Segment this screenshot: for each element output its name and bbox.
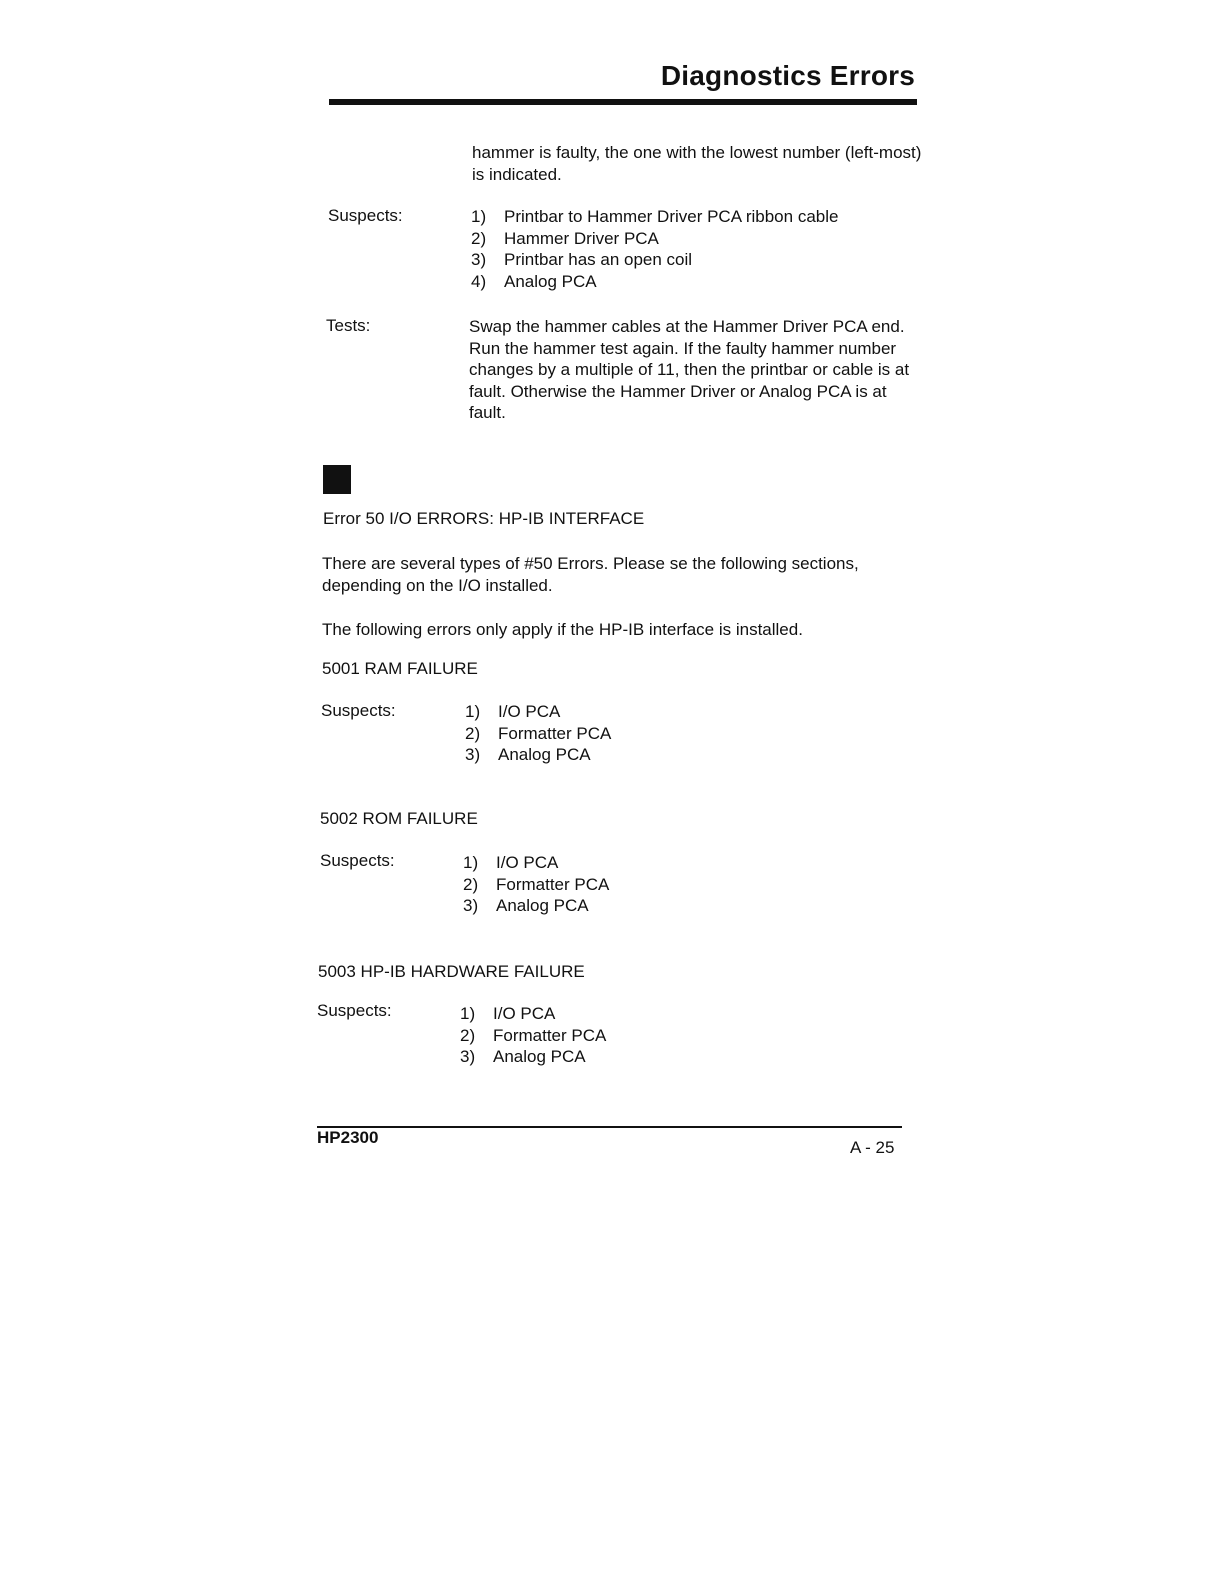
list-item bbox=[463, 895, 609, 917]
item-number: 3) bbox=[465, 745, 481, 764]
item-text: Printbar has an open coil bbox=[504, 250, 693, 269]
list-item bbox=[471, 206, 838, 228]
item-text: Formatter PCA bbox=[496, 874, 610, 894]
section-5002-suspects-list bbox=[463, 852, 609, 917]
page-title: Diagnostics Errors bbox=[660, 60, 915, 91]
hammer-suspects-list bbox=[471, 206, 838, 292]
item-number: 3) bbox=[463, 896, 479, 915]
item-number: 1) bbox=[463, 853, 479, 872]
footer-rule bbox=[317, 1126, 902, 1128]
list-item bbox=[460, 1046, 606, 1068]
section-title-5003: 5003 HP-IB HARDWARE FAILURE bbox=[318, 962, 585, 981]
item-number: 3) bbox=[471, 250, 487, 269]
item-text: Formatter PCA bbox=[493, 1025, 607, 1045]
section-title-5002: 5002 ROM FAILURE bbox=[320, 809, 478, 828]
section-5003-suspects-list bbox=[460, 1003, 606, 1068]
item-text: Analog PCA bbox=[504, 271, 597, 291]
item-number: 2) bbox=[471, 228, 487, 248]
footer-product: HP2300 bbox=[317, 1128, 379, 1147]
list-item bbox=[463, 852, 609, 874]
tests-paragraph: Swap the hammer cables at the Hammer Driver PCA end. Run the hammer test again. If the faulty hammer number changes by a multiple of 11, then the printbar or cable is at fault. Otherwise the Hammer Driver or Analog PCA is at fault. bbox=[469, 317, 910, 422]
section-5002-suspects-label: Suspects: bbox=[320, 851, 395, 870]
item-number: 2) bbox=[463, 874, 479, 894]
list-item bbox=[471, 228, 838, 250]
list-item bbox=[471, 271, 838, 293]
tests-label: Tests: bbox=[326, 316, 371, 335]
item-text: I/O PCA bbox=[493, 1004, 556, 1023]
error50-paragraph-2: The following errors only apply if the HP-IB interface is installed. bbox=[322, 620, 803, 639]
hammer-suspects-label: Suspects: bbox=[328, 206, 403, 225]
error50-title: Error 50 I/O ERRORS: HP-IB INTERFACE bbox=[323, 509, 645, 528]
item-text: Hammer Driver PCA bbox=[504, 228, 659, 248]
list-item bbox=[465, 701, 611, 723]
item-text: Formatter PCA bbox=[498, 723, 612, 743]
item-text: Analog PCA bbox=[498, 745, 591, 764]
list-item bbox=[465, 723, 611, 745]
list-item bbox=[463, 874, 609, 896]
item-text: Analog PCA bbox=[496, 896, 589, 915]
item-text: I/O PCA bbox=[496, 853, 559, 872]
section-5001-suspects-list bbox=[465, 701, 611, 766]
item-number: 4) bbox=[471, 271, 487, 291]
list-item bbox=[460, 1003, 606, 1025]
header-rule bbox=[329, 99, 917, 105]
section-5001-suspects-label: Suspects: bbox=[321, 701, 396, 720]
section-5003-suspects-label: Suspects: bbox=[317, 1001, 392, 1020]
item-number: 1) bbox=[460, 1004, 476, 1023]
item-text: Printbar to Hammer Driver PCA ribbon cable bbox=[504, 207, 839, 226]
item-text: I/O PCA bbox=[498, 702, 561, 721]
item-text: Analog PCA bbox=[493, 1047, 586, 1066]
item-number: 3) bbox=[460, 1047, 476, 1066]
list-item bbox=[460, 1025, 606, 1047]
item-number: 1) bbox=[471, 207, 487, 226]
footer-page-number: A - 25 bbox=[850, 1138, 895, 1157]
intro-paragraph: hammer is faulty, the one with the lowest number (left-most) is indicated. bbox=[472, 143, 922, 184]
list-item bbox=[465, 744, 611, 766]
item-number: 2) bbox=[465, 723, 481, 743]
error50-paragraph-1: There are several types of #50 Errors. Please se the following sections, depending on the I/O installed. bbox=[322, 554, 859, 595]
item-number: 2) bbox=[460, 1025, 476, 1045]
item-number: 1) bbox=[465, 702, 481, 721]
list-item bbox=[471, 249, 838, 271]
section-title-5001: 5001 RAM FAILURE bbox=[322, 659, 478, 678]
section-marker-square bbox=[323, 465, 351, 494]
